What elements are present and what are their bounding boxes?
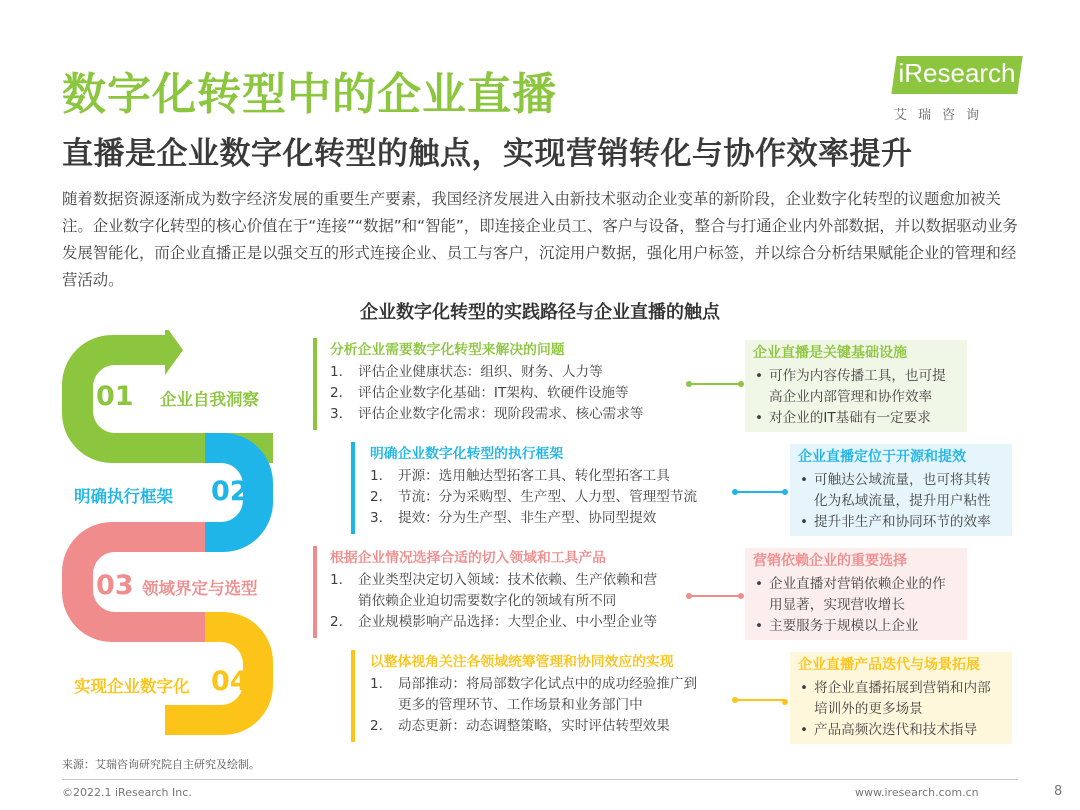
card-3-item-1: 企业类型决定切入领域：技术依赖、生产依赖和营 bbox=[358, 572, 658, 588]
touchpoint-1-item-2: • 对企业的IT基础有一定要求 bbox=[753, 408, 959, 429]
connector-3 bbox=[690, 595, 742, 597]
iresearch-logo bbox=[892, 56, 1032, 126]
card-1-heading: 分析企业需要数字化转型来解决的问题 bbox=[330, 342, 565, 358]
step-02-number: 02 bbox=[211, 476, 249, 507]
card-4 bbox=[370, 652, 697, 737]
card-4-item-1: 局部推动：将局部数字化试点中的成功经验推广到 bbox=[398, 676, 698, 692]
website-link[interactable]: www.iresearch.com.cn bbox=[855, 786, 979, 799]
card-3-bar bbox=[313, 546, 317, 638]
connector-1 bbox=[690, 383, 742, 385]
card-3 bbox=[330, 548, 657, 633]
touchpoint-2-heading: 企业直播定位于开源和提效 bbox=[798, 449, 966, 465]
connector-3-dot-right bbox=[738, 593, 744, 599]
item-number: 2. bbox=[370, 489, 383, 505]
touchpoint-1-item-1: • 可作为内容传播工具，也可提 bbox=[753, 366, 959, 387]
card-2-item-3: 提效：分为生产型、非生产型、协同型提效 bbox=[398, 510, 657, 526]
touchpoint-2 bbox=[790, 444, 1012, 536]
item-number: 1. bbox=[370, 468, 383, 484]
step-03-label: 领域界定与选型 bbox=[142, 579, 258, 598]
intro-paragraph: 随着数据资源逐渐成为数字经济发展的重要生产要素，我国经济发展进入由新技术驱动企业变革的新阶段，企业数字化转型的议题愈加被关注。企业数字化转型的核心价值在于“连接”“数据”和“智能”，即连接企业员工、客户与设备，整合与打通企业内外部数据，并以数据驱动业务发展智能化，而企业直播正是以强交互的形式连接企业、员工与客户，沉淀用户数据，强化用户标签，并以综合分析结果赋能企业的管理和经营活动。 bbox=[62, 190, 1018, 289]
card-3-heading: 根据企业情况选择合适的切入领域和工具产品 bbox=[330, 550, 606, 566]
card-1 bbox=[330, 340, 643, 425]
item-number: 2. bbox=[330, 385, 343, 401]
touchpoint-4-item-1-cont: 培训外的更多场景 bbox=[814, 701, 923, 717]
logo-text: iResearch bbox=[898, 58, 1016, 88]
item-number: 1. bbox=[330, 364, 343, 380]
page-subtitle: 直播是企业数字化转型的触点，实现营销转化与协作效率提升 bbox=[62, 136, 913, 172]
item-number: 3. bbox=[370, 510, 383, 526]
touchpoint-4-item-1: • 将企业直播拓展到营销和内部 bbox=[798, 678, 1004, 699]
touchpoint-1 bbox=[745, 340, 967, 432]
touchpoint-3-item-1: • 企业直播对营销依赖企业的作 bbox=[753, 574, 959, 595]
card-1-item-1: 评估企业健康状态：组织、财务、人力等 bbox=[358, 364, 603, 380]
touchpoint-3 bbox=[745, 548, 967, 640]
card-2-bar bbox=[351, 442, 355, 534]
connector-4 bbox=[736, 699, 786, 701]
footer-divider bbox=[62, 779, 1018, 780]
card-4-bar bbox=[351, 650, 355, 742]
card-3-item-1-cont: 销依赖企业迫切需要数字化的领域有所不同 bbox=[358, 593, 617, 609]
logo-subtext: 艾瑞咨询 bbox=[894, 108, 991, 123]
card-2-heading: 明确企业数字化转型的执行框架 bbox=[370, 446, 564, 462]
step-04-label: 实现企业数字化 bbox=[74, 677, 190, 696]
step-01-number: 01 bbox=[96, 381, 134, 412]
touchpoint-3-item-1-cont: 用显著，实现营收增长 bbox=[769, 597, 905, 613]
page-number: 8 bbox=[1054, 784, 1063, 799]
touchpoint-3-item-2: • 主要服务于规模以上企业 bbox=[753, 616, 959, 637]
card-3-item-2: 企业规模影响产品选择：大型企业、中小型企业等 bbox=[358, 614, 658, 630]
source-note: 来源：艾瑞咨询研究院自主研究及绘制。 bbox=[62, 758, 260, 771]
card-1-bar bbox=[313, 338, 317, 430]
step-04-number: 04 bbox=[211, 666, 249, 697]
page-title: 数字化转型中的企业直播 bbox=[62, 69, 557, 120]
item-number: 2. bbox=[370, 718, 383, 734]
step-03-number: 03 bbox=[96, 570, 134, 601]
touchpoint-2-item-1-cont: 化为私域流量，提升用户粘性 bbox=[814, 493, 991, 509]
card-1-item-3: 评估企业数字化需求：现阶段需求、核心需求等 bbox=[358, 406, 644, 422]
item-number: 1. bbox=[370, 676, 383, 692]
touchpoint-4 bbox=[790, 652, 1012, 744]
connector-2-dot-right bbox=[782, 489, 788, 495]
card-4-heading: 以整体视角关注各领域统筹管理和协同效应的实现 bbox=[370, 654, 674, 670]
item-number: 1. bbox=[330, 572, 343, 588]
touchpoint-4-item-2: • 产品高频次迭代和技术指导 bbox=[798, 720, 1004, 741]
step-02-label: 明确执行框架 bbox=[74, 487, 173, 506]
card-1-item-2: 评估企业数字化基础：IT架构、软硬件设施等 bbox=[358, 385, 629, 401]
touchpoint-4-heading: 企业直播产品迭代与场景拓展 bbox=[798, 657, 980, 673]
card-2 bbox=[370, 444, 697, 529]
touchpoint-1-heading: 企业直播是关键基础设施 bbox=[753, 345, 907, 361]
card-2-item-1: 开源：选用触达型拓客工具、转化型拓客工具 bbox=[398, 468, 670, 484]
card-4-item-2: 动态更新：动态调整策略，实时评估转型效果 bbox=[398, 718, 670, 734]
touchpoint-3-heading: 营销依赖企业的重要选择 bbox=[753, 553, 907, 569]
connector-1-dot-right bbox=[738, 381, 744, 387]
connector-2 bbox=[736, 491, 786, 493]
card-2-item-2: 节流：分为采购型、生产型、人力型、管理型节流 bbox=[398, 489, 698, 505]
diagram-title: 企业数字化转型的实践路径与企业直播的触点 bbox=[360, 302, 720, 323]
connector-4-dot-right bbox=[782, 699, 788, 705]
touchpoint-2-item-2: • 提升非生产和协同环节的效率 bbox=[798, 512, 1004, 533]
item-number: 3. bbox=[330, 406, 343, 422]
touchpoint-1-item-1-cont: 高企业内部管理和协作效率 bbox=[769, 389, 933, 405]
copyright: ©2022.1 iResearch Inc. bbox=[62, 786, 192, 799]
card-4-item-1-cont: 更多的管理环节、工作场景和业务部门中 bbox=[398, 697, 643, 713]
touchpoint-2-item-1: • 可触达公域流量，也可将其转 bbox=[798, 470, 1004, 491]
step-01-label: 企业自我洞察 bbox=[160, 390, 259, 409]
item-number: 2. bbox=[330, 614, 343, 630]
